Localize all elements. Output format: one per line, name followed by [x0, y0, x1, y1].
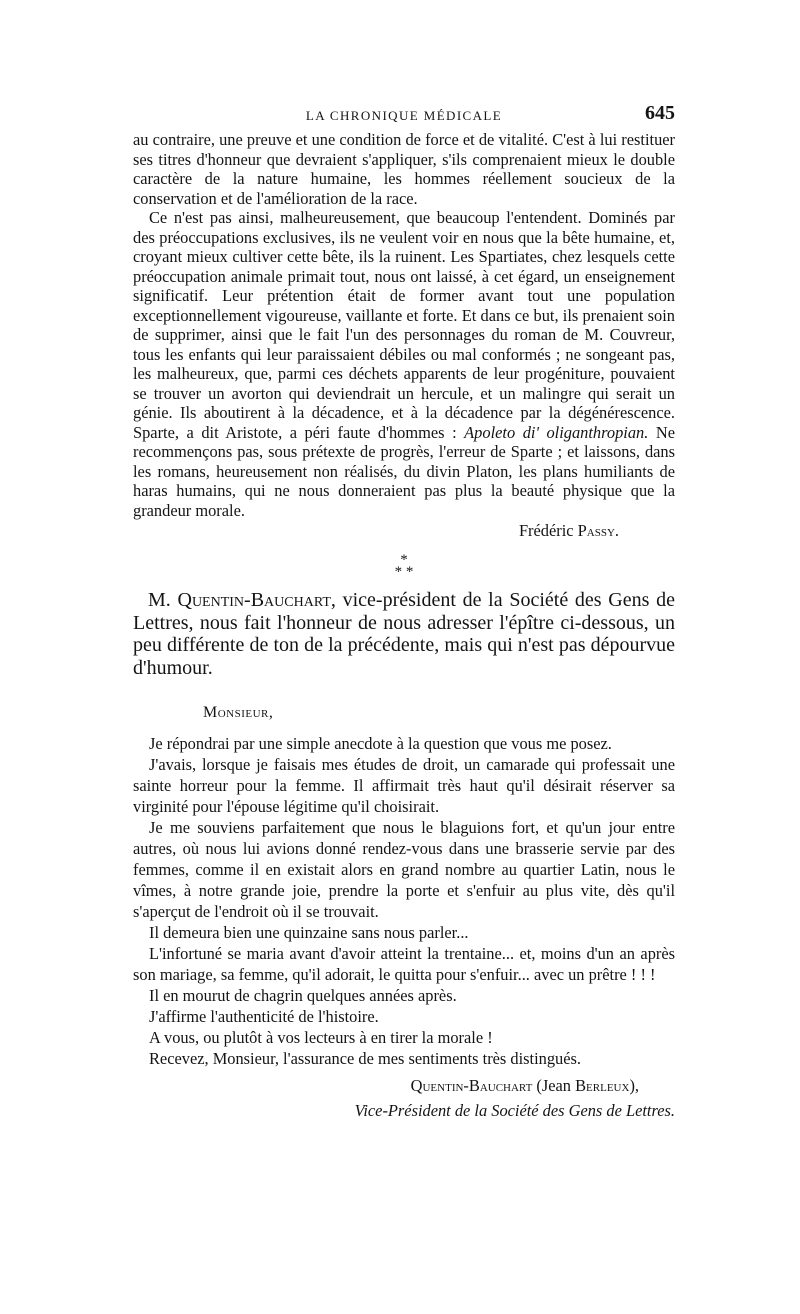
letter-paragraph: Il demeura bien une quinzaine sans nous parler... [149, 923, 469, 942]
letter-body [133, 733, 675, 1069]
greek-quote: Apoleto di' oliganthropian. [464, 422, 649, 442]
asterism-top: * [400, 552, 408, 568]
letter-signature [133, 1073, 675, 1123]
letter-paragraph: Je répondrai par une simple anecdote à la question que vous me posez. [149, 734, 612, 753]
passy-signature [133, 521, 675, 541]
letter-paragraph: L'infortuné se maria avant d'avoir atteint la trentaine... et, moins d'un an après son mariage, sa femme, qu'il adorait, le quitta pour s'enfuir... avec un prêtre ! ! ! [133, 944, 675, 984]
document-page [133, 100, 675, 1123]
letter-paragraph: Il en mourut de chagrin quelques années après. [149, 986, 457, 1005]
page-number: 645 [645, 102, 675, 124]
signature-title: Vice-Président de la Société des Gens de Lettres. [354, 1101, 675, 1120]
paragraph-text: Ne recommençons pas, sous prétexte de progrès, l'erreur de Sparte ; et laissons, dans les romans, heureusement non réalisés, du divin Platon, les plans humiliants de haras humains, qui ne nous donneraient pas plus la beauté physique que la grandeur morale. [133, 422, 675, 520]
letter-salutation: Monsieur, [203, 704, 274, 721]
signature-last-name: Passy. [577, 521, 619, 540]
running-head: LA CHRONIQUE MÉDICALE [305, 108, 503, 123]
paragraph-text: Ce n'est pas ainsi, malheureusement, que beaucoup l'entendent. Dominés par des préoccupations exclusives, ils ne veulent voir en nous que la bête humaine, et, croyant mieux cultiver cette bête, ils la ruinent. Les Spartiates, chez lesquels cette préoccupation animale primait tout, nous ont laissé, à cet égard, un enseignement significatif. Leur prétention était de former avant tout une population exceptionnellement vigoureuse, vaillante et forte. Et dans ce but, ils prenaient soin de supprimer, ainsi que le fait l'un des personnages du roman de M. Couvreur, tous les enfants qui leur paraissaient débiles ou mal conformés ; ne songeant pas, les malheureux, que, parmi ces déchets apparents de leur progéniture, pouvaient se trouver un avorton qui deviendrait un hercule, et un malingre qui serait un génie. Ils aboutirent à la décadence, et à la décadence par la dégénérescence. Sparte, a dit Aristote, a péri faute d'hommes : [133, 208, 675, 442]
signature-first-name: Frédéric [518, 521, 574, 540]
author-name: M. Quentin-Bauchart, [148, 589, 336, 611]
letter-paragraph: Recevez, Monsieur, l'assurance de mes sentiments très distingués. [149, 1049, 581, 1068]
letter-paragraph: J'avais, lorsque je faisais mes études de droit, un camarade qui professait une sainte horreur pour la femme. Il affirmait très haut qu'il désirait réserver sa virginité pour l'épouse légitime qu'il choisirait. [133, 755, 675, 816]
letter-paragraph: J'affirme l'authenticité de l'histoire. [149, 1007, 379, 1026]
asterism-separator [133, 552, 675, 580]
page-header [133, 100, 675, 130]
paragraph [133, 208, 675, 520]
signature-paren-name: Berleux [575, 1076, 630, 1095]
asterism-bottom: * * [394, 564, 414, 580]
intro-text: vice-président de la Société des Gens de Lettres, nous fait l'honneur de nous adresser l'épître ci-dessous, un peu différente de ton de la précédente, mais qui n'est pas dépourvue d'humour. [133, 589, 675, 679]
intro-paragraph [133, 589, 675, 679]
signature-name: Quentin-Bauchart [410, 1076, 533, 1095]
letter-paragraph: A vous, ou plutôt à vos lecteurs à en tirer la morale ! [149, 1028, 493, 1047]
passy-section [133, 130, 675, 541]
letter-paragraph: Je me souviens parfaitement que nous le blaguions fort, et qu'un jour entre autres, où nous lui avions donné rendez-vous dans une brasserie servie par des femmes, comme il en existait alors en grand nombre au quartier Latin, nous le vîmes, à notre grande joie, prendre la porte et s'enfuir au plus vite, dès qu'il s'aperçut de l'endroit où il se trouvait. [133, 818, 675, 921]
intro-section [133, 589, 675, 679]
signature-name-line: Quentin-Bauchart (Jean Berleux), [410, 1076, 639, 1095]
paragraph: au contraire, une preuve et une condition de force et de vitalité. C'est à lui restituer ses titres d'honneur que devraient s'appliquer, s'ils comprenaient mieux le double caractère de la nature humaine, les hommes réellement soucieux de la conservation et de l'amélioration de la race. [133, 130, 675, 208]
